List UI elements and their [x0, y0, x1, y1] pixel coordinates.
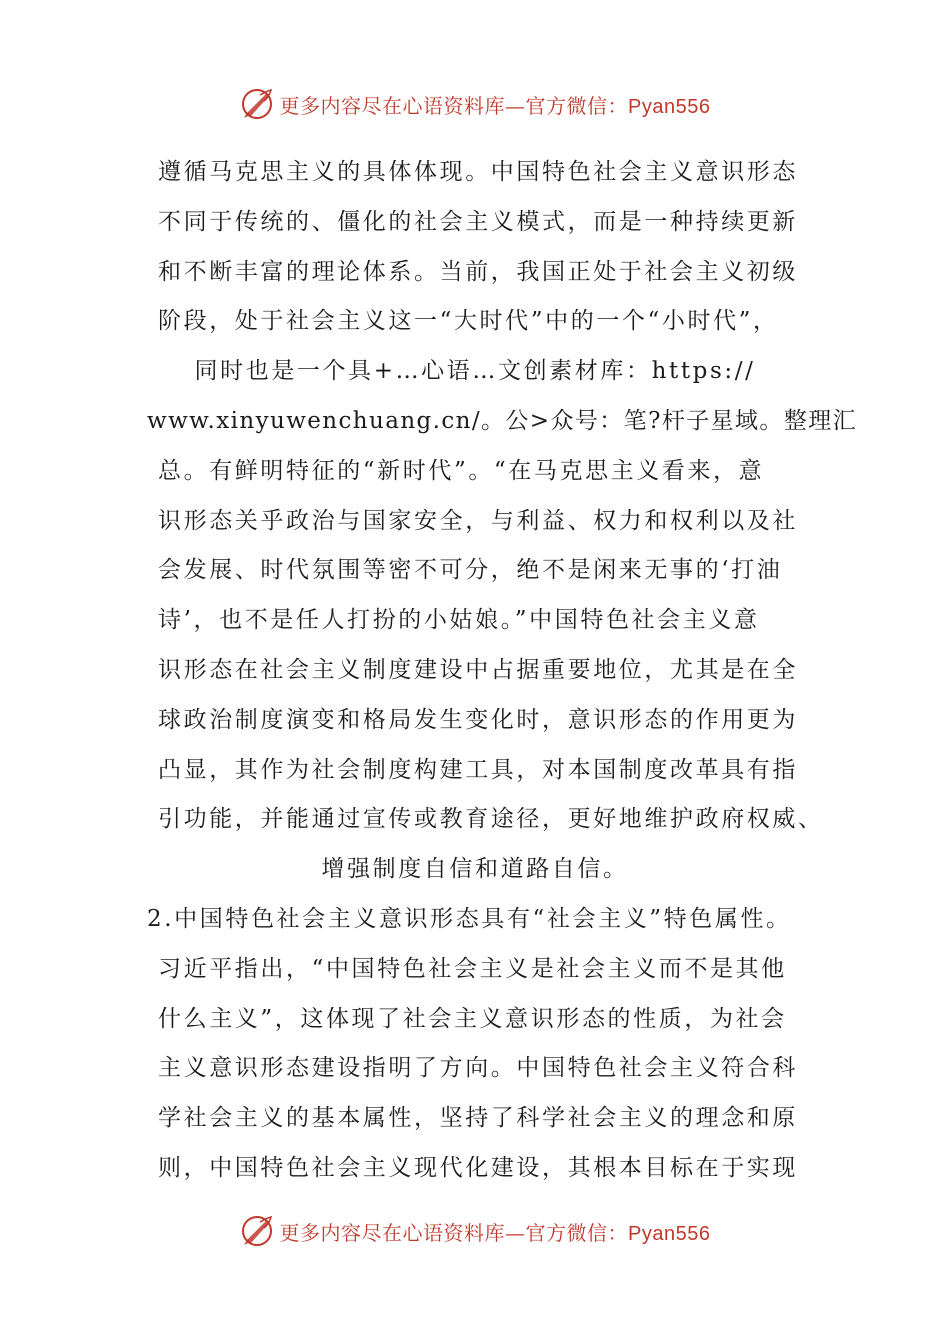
- footer-banner-wechat-label: 官方微信：: [525, 1220, 629, 1245]
- footer-banner-title: 更多内容尽在心语资料库: [279, 1220, 506, 1245]
- body-line: 什么主义”，这体现了社会主义意识形态的性质，为社会: [158, 1005, 787, 1032]
- body-line: 总。有鲜明特征的“新时代”。“在马克思主义看来，意: [158, 457, 765, 484]
- header-banner-wechat-label: 官方微信：: [525, 93, 629, 118]
- body-line: 增强制度自信和道路自信。: [321, 856, 629, 883]
- header-banner-separator: —: [505, 93, 526, 118]
- body-line: 识形态关乎政治与国家安全，与利益、权力和权利以及社: [158, 507, 798, 534]
- body-line: 学社会主义的基本属性，坚持了科学社会主义的理念和原: [158, 1105, 798, 1132]
- body-line: 阶段，处于社会主义这一“大时代”中的一个“小时代”，: [158, 308, 779, 335]
- body-line: 和不断丰富的理论体系。当前，我国正处于社会主义初级: [158, 258, 798, 285]
- body-line: 球政治制度演变和格局发生变化时，意识形态的作用更为: [158, 706, 798, 733]
- body-line: 会发展、时代氛围等密不可分，绝不是闲来无事的‘打油: [158, 557, 783, 584]
- document-body: [0, 148, 950, 1194]
- quill-pen-logo-icon: [240, 87, 274, 121]
- footer-banner-text: [280, 1217, 711, 1246]
- body-line: www.xinyuwenchuang.cn/。公>众号：笔?杆子星域。整理汇: [147, 407, 858, 434]
- body-line: 主义意识形态建设指明了方向。中国特色社会主义符合科: [158, 1055, 798, 1082]
- body-line: 遵循马克思主义的具体体现。中国特色社会主义意识形态: [158, 159, 798, 185]
- header-banner-title: 更多内容尽在心语资料库: [279, 93, 506, 118]
- footer-banner: [0, 1211, 950, 1251]
- header-banner-wechat-id: Pyan556: [628, 95, 711, 118]
- footer-banner-separator: —: [505, 1220, 526, 1245]
- header-banner-text: [280, 90, 711, 119]
- header-banner: [0, 84, 950, 124]
- body-line: 同时也是一个具+…心语…文创素材库：https://: [194, 358, 756, 385]
- body-line: 识形态在社会主义制度建设中占据重要地位，尤其是在全: [158, 656, 798, 683]
- body-line: 习近平指出，“中国特色社会主义是社会主义而不是其他: [158, 955, 787, 982]
- body-line: 凸显，其作为社会制度构建工具，对本国制度改革具有指: [158, 756, 798, 783]
- body-line: 诗’，也不是任人打扮的小姑娘。”中国特色社会主义意: [158, 607, 760, 634]
- body-line: 则，中国特色社会主义现代化建设，其根本目标在于实现: [158, 1154, 798, 1181]
- body-line: 引功能，并能通过宣传或教育途径，更好地维护政府权威、: [158, 806, 824, 833]
- body-line: 2.中国特色社会主义意识形态具有“社会主义”特色属性。: [147, 905, 792, 932]
- body-line: 不同于传统的、僵化的社会主义模式，而是一种持续更新: [158, 208, 798, 235]
- footer-banner-wechat-id: Pyan556: [628, 1222, 711, 1245]
- quill-pen-logo-icon: [240, 1214, 274, 1248]
